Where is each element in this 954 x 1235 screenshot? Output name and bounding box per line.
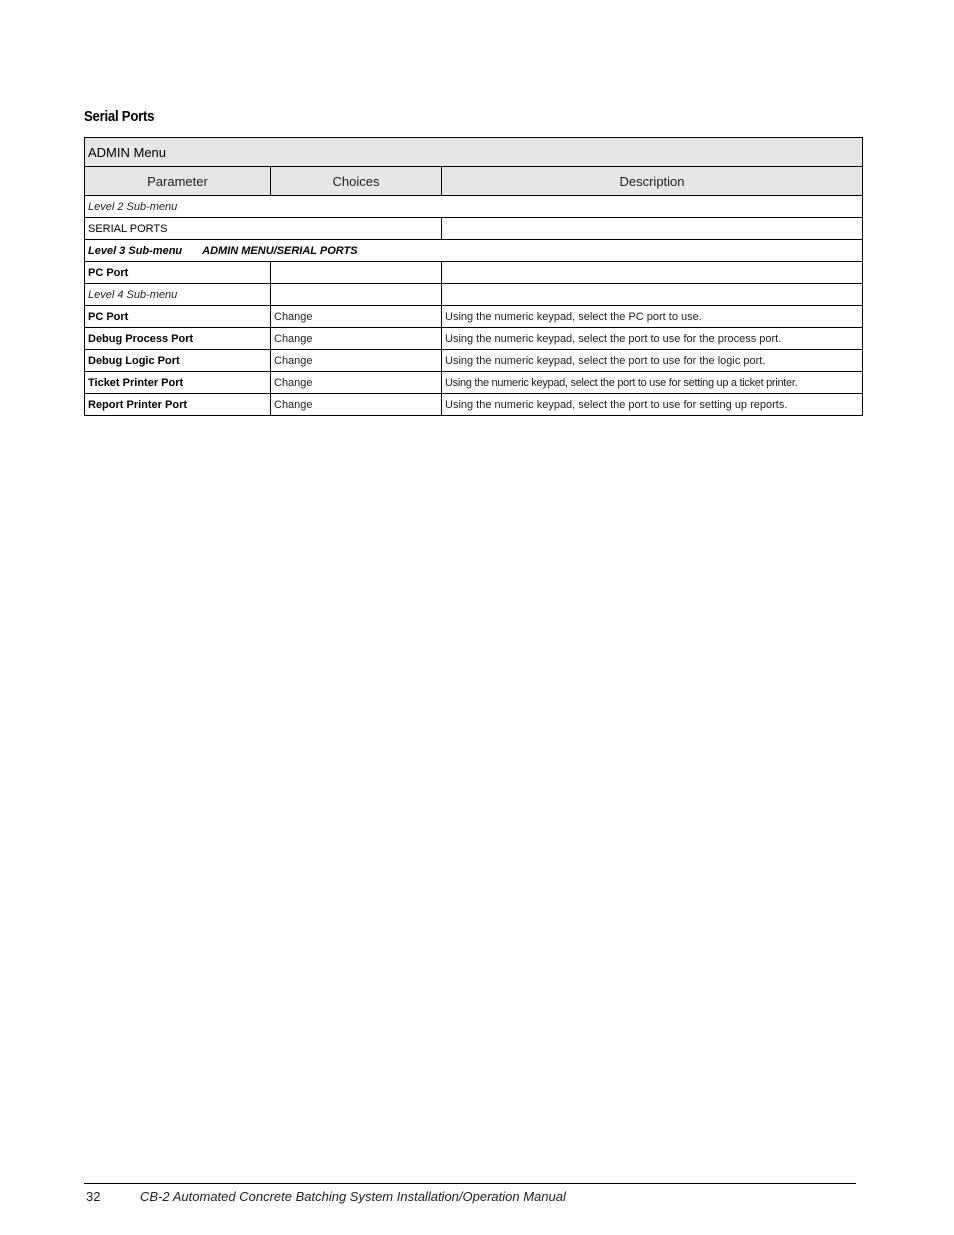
row-description: Using the numeric keypad, select the port to use for the process port. [442, 328, 863, 350]
table-row [85, 328, 863, 350]
header-description: Description [442, 167, 863, 196]
header-parameter: Parameter [85, 167, 271, 196]
level2-label: Level 2 Sub-menu [85, 196, 863, 218]
table-row [85, 394, 863, 416]
level4-label: Level 4 Sub-menu [85, 284, 271, 306]
row-parameter: Debug Process Port [85, 328, 271, 350]
row-choices: Change [271, 328, 442, 350]
row-description: Using the numeric keypad, select the port to use for the logic port. [442, 350, 863, 372]
level2-item-row [85, 218, 863, 240]
footer-divider [84, 1183, 856, 1184]
row-parameter: PC Port [85, 306, 271, 328]
level2-item: SERIAL PORTS [85, 218, 442, 240]
row-parameter: Report Printer Port [85, 394, 271, 416]
level2-item-description [442, 218, 863, 240]
level2-label-row [85, 196, 863, 218]
row-choices: Change [271, 372, 442, 394]
level3-label-cell [85, 240, 863, 262]
row-choices: Change [271, 306, 442, 328]
level3-label-row [85, 240, 863, 262]
level3-path: ADMIN MENU/SERIAL PORTS [202, 244, 358, 257]
row-parameter: Debug Logic Port [85, 350, 271, 372]
level3-label: Level 3 Sub-menu [88, 244, 183, 257]
level3-item: PC Port [85, 262, 271, 284]
header-choices: Choices [271, 167, 442, 196]
table-row [85, 306, 863, 328]
row-description: Using the numeric keypad, select the port to use for setting up reports. [442, 394, 863, 416]
row-description: Using the numeric keypad, select the port to use for setting up a ticket printer. [442, 372, 863, 394]
table-row [85, 350, 863, 372]
manual-title: CB-2 Automated Concrete Batching System Installation/Operation Manual [140, 1189, 566, 1204]
table-title: ADMIN Menu [85, 138, 863, 167]
section-title: Serial Ports [84, 108, 155, 125]
level3-item-choices [271, 262, 442, 284]
admin-menu-table [84, 137, 863, 416]
row-choices: Change [271, 394, 442, 416]
page-number: 32 [86, 1189, 101, 1204]
table-row [85, 372, 863, 394]
row-choices: Change [271, 350, 442, 372]
level3-item-description [442, 262, 863, 284]
table-header-row [85, 167, 863, 196]
row-description: Using the numeric keypad, select the PC port to use. [442, 306, 863, 328]
level4-label-row [85, 284, 863, 306]
level4-label-description [442, 284, 863, 306]
table-title-row [85, 138, 863, 167]
level3-item-row [85, 262, 863, 284]
row-parameter: Ticket Printer Port [85, 372, 271, 394]
level4-label-choices [271, 284, 442, 306]
